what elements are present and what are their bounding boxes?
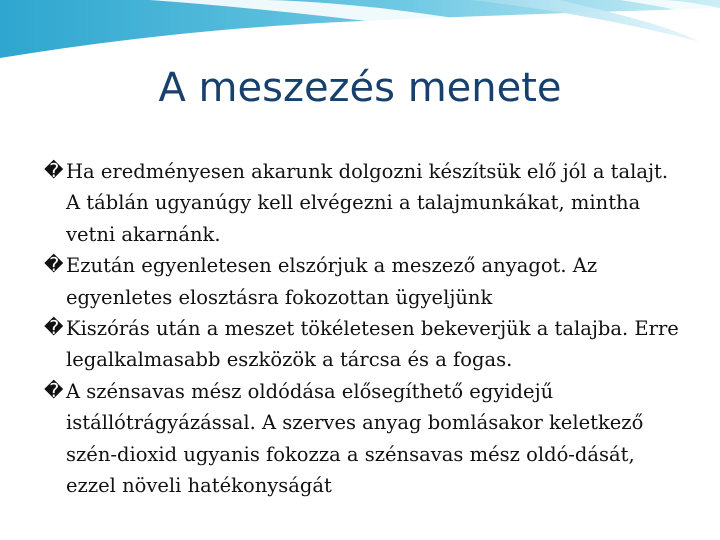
bullet-marker-icon: � xyxy=(44,160,64,182)
bullet-text: Ha eredményesen akarunk dolgozni készítsük elő jól a talajt. A táblán ugyanúgy kell elvégezni a talajmunkákat, mintha vetni akarnánk. xyxy=(66,160,669,246)
bullet-text: Kiszórás után a meszet tökéletesen bekeverjük a talajba. Erre legalkalmasabb eszközök a tárcsa és a fogas. xyxy=(66,317,679,372)
bullet-marker-icon: � xyxy=(44,254,64,277)
bullet-text: Ezután egyenletesen elszórjuk a meszező anyagot. Az egyenletes elosztásra fokozottan ügyeljünk xyxy=(66,254,598,309)
wave-header-decoration xyxy=(0,0,720,60)
bullet-item xyxy=(44,313,684,376)
bullet-item xyxy=(44,376,684,502)
bullet-item xyxy=(44,156,684,250)
bullet-list xyxy=(44,156,684,501)
bullet-marker-icon: � xyxy=(44,379,64,402)
bullet-marker-icon: � xyxy=(44,317,64,340)
slide-title: A meszezés menete xyxy=(158,65,562,111)
bullet-item xyxy=(44,250,684,313)
bullet-text: A szénsavas mész oldódása elősegíthető egyidejű istállótrágyázással. A szerves anyag bomlásakor keletkező szén-dioxid ugyanis fokozza a szénsavas mész oldó-dását, ezzel növeli hatékonyságát xyxy=(66,379,644,498)
